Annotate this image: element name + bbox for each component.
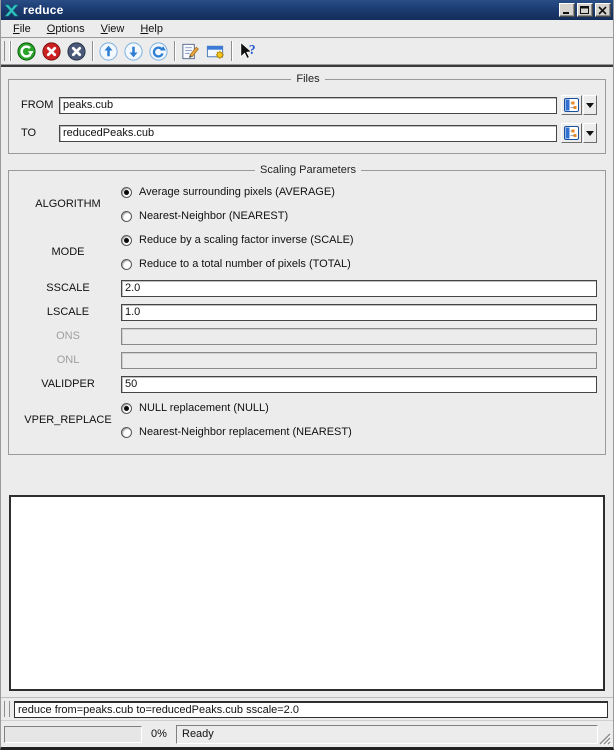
exit-button[interactable] [64, 39, 89, 63]
parameters-panel [1, 65, 613, 487]
whats-this-button[interactable] [235, 39, 260, 63]
sscale-label: SSCALE [46, 282, 90, 294]
menu-file[interactable]: File [13, 22, 31, 35]
titlebar [1, 0, 613, 20]
from-input[interactable] [59, 97, 557, 114]
edit-document-icon [180, 41, 201, 62]
file-dialog-icon [564, 126, 579, 140]
menu-view[interactable]: View [100, 22, 125, 35]
files-group [8, 73, 606, 154]
lscale-row [19, 300, 597, 324]
resize-grip-icon[interactable] [598, 732, 611, 745]
menu-options[interactable]: Options [46, 22, 85, 35]
algorithm-label: ALGORITHM [35, 198, 101, 210]
mode-total-radio[interactable] [121, 259, 132, 270]
ons-row [19, 324, 597, 348]
toolbar [1, 38, 613, 65]
to-dropdown-button[interactable] [583, 123, 597, 143]
vper-nearest-label: Nearest-Neighbor replacement (NEAREST) [139, 426, 352, 438]
to-row [19, 123, 597, 143]
menu-help[interactable]: Help [140, 22, 163, 35]
lscale-input[interactable] [121, 304, 597, 321]
scaling-parameters-group [8, 164, 606, 455]
ons-label: ONS [56, 330, 80, 342]
command-line-input[interactable] [14, 701, 608, 718]
algorithm-nearest-radio[interactable] [121, 211, 132, 222]
from-row [19, 95, 597, 115]
minimize-button[interactable] [559, 3, 575, 17]
to-input[interactable] [59, 125, 557, 142]
history-previous-button[interactable] [96, 39, 121, 63]
mode-total-label: Reduce to a total number of pixels (TOTAL) [139, 258, 351, 270]
from-dropdown-button[interactable] [583, 95, 597, 115]
scaling-group-title: Scaling Parameters [260, 164, 356, 176]
lscale-label: LSCALE [46, 306, 90, 318]
validper-label: VALIDPER [41, 378, 95, 390]
from-label: FROM [21, 99, 54, 111]
command-bar [1, 697, 613, 720]
reset-button[interactable] [146, 39, 171, 63]
algorithm-nearest-label: Nearest-Neighbor (NEAREST) [139, 210, 289, 222]
validper-row [19, 372, 597, 396]
window-gear-icon [205, 41, 226, 62]
whats-this-icon [237, 41, 258, 62]
toolbar-separator [174, 41, 175, 61]
svg-text:?: ? [248, 41, 256, 57]
edit-file-button[interactable] [178, 39, 203, 63]
algorithm-average-label: Average surrounding pixels (AVERAGE) [139, 186, 335, 198]
status-message-panel [176, 725, 598, 744]
chevron-down-icon [586, 131, 594, 136]
onl-row [19, 348, 597, 372]
window-options-button[interactable] [203, 39, 228, 63]
toolbar-separator [231, 41, 232, 61]
files-group-title: Files [296, 73, 320, 85]
progress-percent: 0% [151, 728, 167, 740]
begin-button[interactable] [14, 39, 39, 63]
chevron-down-icon [586, 103, 594, 108]
log-output [9, 495, 605, 691]
vper-nearest-radio[interactable] [121, 427, 132, 438]
log-panel [1, 487, 613, 697]
down-arrow-icon [123, 41, 144, 62]
mode-scale-label: Reduce by a scaling factor inverse (SCALE) [139, 234, 354, 246]
mode-scale-radio[interactable] [121, 235, 132, 246]
algorithm-group [19, 180, 597, 228]
sscale-input[interactable] [121, 280, 597, 297]
maximize-button[interactable] [577, 3, 593, 17]
validper-input[interactable] [121, 376, 597, 393]
vper-null-label: NULL replacement (NULL) [139, 402, 269, 414]
file-dialog-icon [564, 98, 579, 112]
toolbar-grip[interactable] [4, 41, 11, 61]
mode-label: MODE [51, 246, 85, 258]
reset-icon [148, 41, 169, 62]
to-label: TO [21, 127, 37, 139]
algorithm-average-radio[interactable] [121, 187, 132, 198]
command-bar-grip[interactable] [4, 701, 10, 717]
sscale-row [19, 276, 597, 300]
vper-replace-group [19, 396, 597, 444]
onl-label: ONL [56, 354, 80, 366]
up-arrow-icon [98, 41, 119, 62]
close-button[interactable] [595, 3, 611, 17]
x-logo-icon [4, 3, 19, 18]
window-title: reduce [23, 3, 64, 17]
progress-bar [4, 726, 142, 743]
go-icon [16, 41, 37, 62]
mode-group [19, 228, 597, 276]
toolbar-separator [92, 41, 93, 61]
vper-null-radio[interactable] [121, 403, 132, 414]
menubar [1, 20, 613, 38]
statusbar [1, 720, 613, 747]
stop-icon [41, 41, 62, 62]
from-browse-button[interactable] [561, 95, 582, 115]
status-message: Ready [182, 728, 214, 740]
ons-input [121, 328, 597, 345]
stop-button[interactable] [39, 39, 64, 63]
history-next-button[interactable] [121, 39, 146, 63]
vper-replace-label: VPER_REPLACE [24, 414, 112, 426]
onl-input [121, 352, 597, 369]
exit-icon [66, 41, 87, 62]
to-browse-button[interactable] [561, 123, 582, 143]
